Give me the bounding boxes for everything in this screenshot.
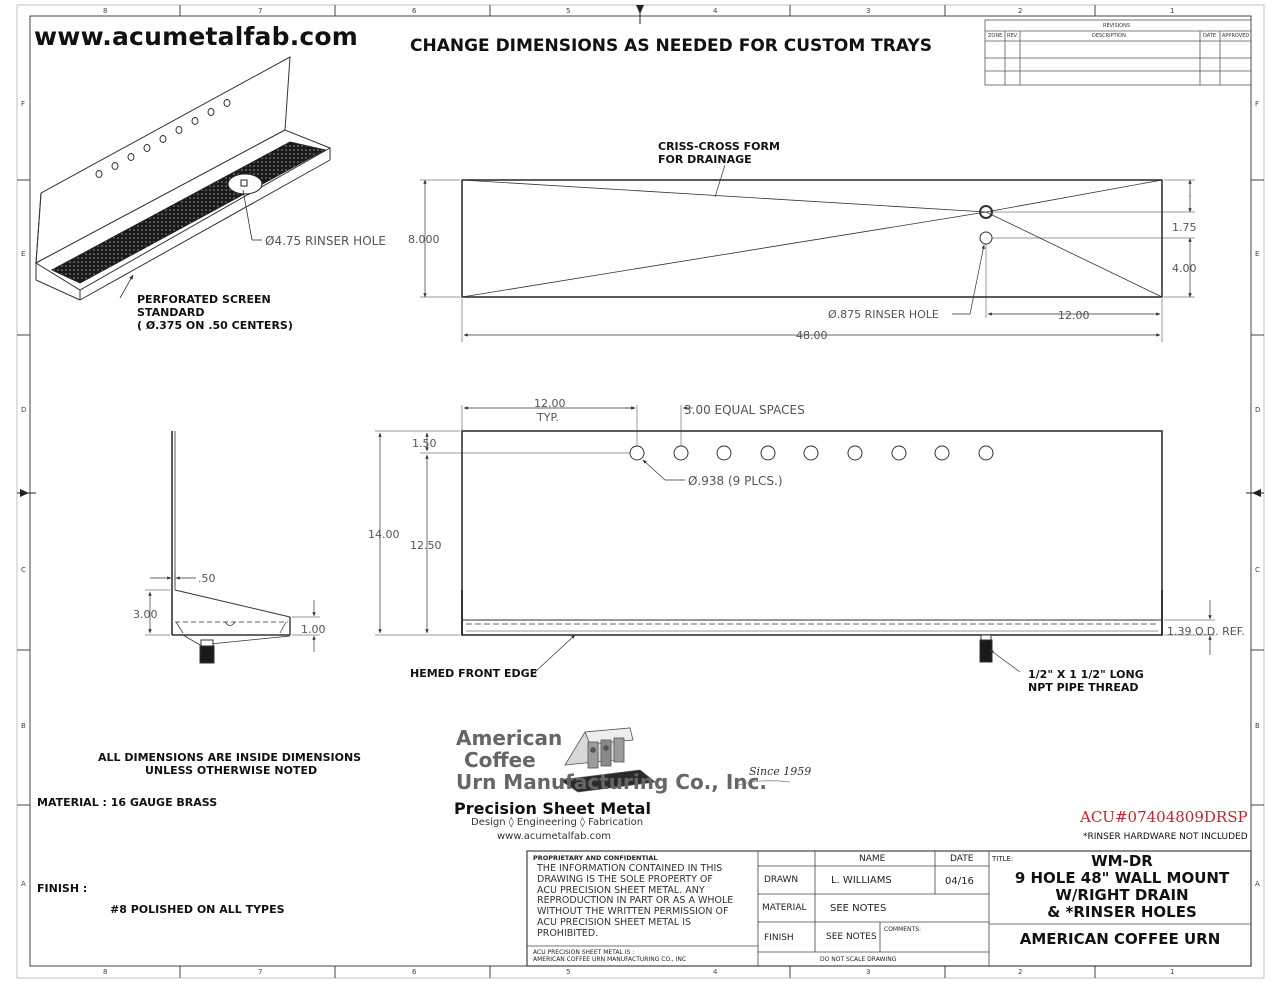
drawn-date: 04/16	[945, 876, 974, 887]
hem-label: HEMED FRONT EDGE	[410, 667, 538, 680]
zone-top-8: 8	[103, 7, 108, 15]
zone-bottom-5: 5	[566, 968, 571, 976]
front-view	[375, 405, 1215, 672]
finish-value: #8 POLISHED ON ALL TYPES	[110, 903, 285, 916]
zone-top-4: 4	[713, 7, 718, 15]
zone-left-f: F	[21, 100, 26, 108]
zone-left-a: A	[21, 880, 26, 888]
zone-right-d: D	[1255, 406, 1261, 414]
logo-since: Since 1959	[749, 765, 812, 778]
dim-4-00: 4.00	[1172, 262, 1197, 275]
rev-col-approved: APPROVED	[1222, 33, 1250, 39]
dim-12-50: 12.50	[410, 539, 442, 552]
top-height-dim: 8.000	[408, 233, 440, 246]
name-header: NAME	[859, 854, 886, 864]
zone-top-1: 1	[1170, 7, 1175, 15]
prop-line: ACU PRECISION SHEET METAL. ANY	[537, 884, 705, 896]
prop-line: PROHIBITED.	[537, 927, 599, 939]
zone-left-d: D	[21, 406, 27, 414]
od-ref-dim: 1.39 O.D. REF.	[1167, 625, 1245, 638]
pipe-label-line1: 1/2" X 1 1/2" LONG	[1028, 668, 1144, 681]
title-line: WM-DR	[1091, 852, 1153, 870]
dimension-note-line2: UNLESS OTHERWISE NOTED	[145, 764, 318, 777]
proprietary-footer-line1: ACU PRECISION SHEET METAL IS :	[533, 949, 635, 956]
zone-left-e: E	[21, 250, 26, 258]
zone-bottom-1: 1	[1170, 968, 1175, 976]
prop-line: ACU PRECISION SHEET METAL IS	[537, 916, 692, 928]
zone-left-b: B	[21, 722, 26, 730]
top-width-dim: 48.00	[796, 329, 828, 342]
rinser-hardware-note: *RINSER HARDWARE NOT INCLUDED	[1083, 832, 1248, 842]
custom-trays-banner: CHANGE DIMENSIONS AS NEEDED FOR CUSTOM TRAYS	[410, 36, 932, 56]
pipe-label-line2: NPT PIPE THREAD	[1028, 681, 1139, 694]
first-hole-dim: 12.00	[534, 397, 566, 410]
dim-1-75: 1.75	[1172, 221, 1197, 234]
logo-url[interactable]: www.acumetalfab.com	[497, 831, 612, 842]
logo-services: Design ◊ Engineering ◊ Fabrication	[471, 817, 644, 828]
dim-0-50: .50	[198, 572, 216, 585]
hole-spacing-label: 3.00 EQUAL SPACES	[684, 403, 805, 417]
rev-col-description: DESCRIPTION	[1092, 33, 1126, 39]
dim-3-00: 3.00	[133, 608, 158, 621]
typ-label: TYP.	[537, 411, 559, 424]
faucet-holes-label: Ø.938 (9 PLCS.)	[688, 474, 783, 488]
zone-right-a: A	[1255, 880, 1260, 888]
finish-tb-label: FINISH	[764, 933, 794, 943]
zone-bottom-7: 7	[258, 968, 263, 976]
logo-american: American	[456, 726, 563, 750]
dim-12-00-top: 12.00	[1058, 309, 1090, 322]
part-number: ACU#07404809DRSP	[1080, 808, 1248, 826]
comments-label: COMMENTS:	[884, 926, 922, 933]
drainage-label-line1: CRISS-CROSS FORM	[658, 140, 780, 153]
drainage-label-line2: FOR DRAINAGE	[658, 153, 752, 166]
material-value: SEE NOTES	[830, 903, 887, 914]
logo-coffee: Coffee	[464, 748, 536, 772]
zone-top-2: 2	[1018, 7, 1023, 15]
side-view	[145, 431, 320, 663]
do-not-scale: DO NOT SCALE DRAWING	[820, 956, 897, 963]
zone-top-7: 7	[258, 7, 263, 15]
rev-col-date: DATE	[1203, 33, 1217, 39]
dim-1-00: 1.00	[301, 623, 326, 636]
logo-company: Urn Manufacturing Co., Inc.	[456, 770, 767, 794]
rev-col-zone: ZONE	[988, 33, 1003, 39]
zone-top-5: 5	[566, 7, 571, 15]
prop-line: REPRODUCTION IN PART OR AS A WHOLE	[537, 895, 734, 907]
dim-1-50: 1.50	[412, 437, 437, 450]
rev-col-rev: REV.	[1007, 33, 1018, 39]
zone-top-6: 6	[412, 7, 417, 15]
rinser-hole-top-label: Ø.875 RINSER HOLE	[828, 308, 939, 321]
title-line: 9 HOLE 48" WALL MOUNT	[1014, 869, 1230, 887]
revision-table	[985, 20, 1251, 85]
prop-line: DRAWING IS THE SOLE PROPERTY OF	[537, 873, 713, 885]
screen-label-line3: ( Ø.375 ON .50 CENTERS)	[137, 319, 293, 332]
logo-precision-sheet-metal: Precision Sheet Metal	[454, 799, 651, 818]
title-line: & *RINSER HOLES	[1047, 903, 1197, 921]
prop-line: WITHOUT THE WRITTEN PERMISSION OF	[537, 906, 729, 918]
screen-label-line1: PERFORATED SCREEN	[137, 293, 271, 306]
prop-line: THE INFORMATION CONTAINED IN THIS	[537, 863, 723, 874]
proprietary-footer-line2: AMERICAN COFFEE URN MANUFACTURING CO., INC	[533, 956, 687, 963]
title-label: TITLE:	[992, 855, 1014, 863]
website-url[interactable]: www.acumetalfab.com	[34, 22, 359, 51]
finish-label: FINISH :	[37, 882, 88, 895]
zone-bottom-6: 6	[412, 968, 417, 976]
material-note: MATERIAL : 16 GAUGE BRASS	[37, 796, 218, 809]
zone-right-e: E	[1255, 250, 1260, 258]
zone-bottom-2: 2	[1018, 968, 1023, 976]
zone-top-3: 3	[866, 7, 871, 15]
drawn-name: L. WILLIAMS	[831, 875, 892, 886]
rinser-hole-iso-label: Ø4.75 RINSER HOLE	[265, 234, 386, 248]
zone-left-c: C	[21, 566, 26, 574]
isometric-view	[36, 57, 330, 300]
finish-tb-value: SEE NOTES	[826, 932, 877, 942]
revisions-title: REVISIONS	[1103, 23, 1131, 29]
zone-right-c: C	[1255, 566, 1260, 574]
date-header: DATE	[950, 854, 974, 864]
proprietary-header: PROPRIETARY AND CONFIDENTIAL	[533, 854, 658, 862]
drawing-title	[995, 853, 1249, 921]
material-label: MATERIAL	[762, 903, 807, 913]
proprietary-body	[537, 864, 733, 940]
zone-bottom-3: 3	[866, 968, 871, 976]
zone-right-b: B	[1255, 722, 1260, 730]
company-name: AMERICAN COFFEE URN	[1019, 930, 1221, 948]
zone-bottom-4: 4	[713, 968, 718, 976]
zone-right-f: F	[1255, 100, 1260, 108]
drawn-label: DRAWN	[764, 875, 799, 885]
screen-label-line2: STANDARD	[137, 306, 205, 319]
front-height-dim: 14.00	[368, 528, 400, 541]
title-line: W/RIGHT DRAIN	[1055, 886, 1189, 904]
zone-bottom-8: 8	[103, 968, 108, 976]
dimension-note-line1: ALL DIMENSIONS ARE INSIDE DIMENSIONS	[98, 751, 362, 764]
